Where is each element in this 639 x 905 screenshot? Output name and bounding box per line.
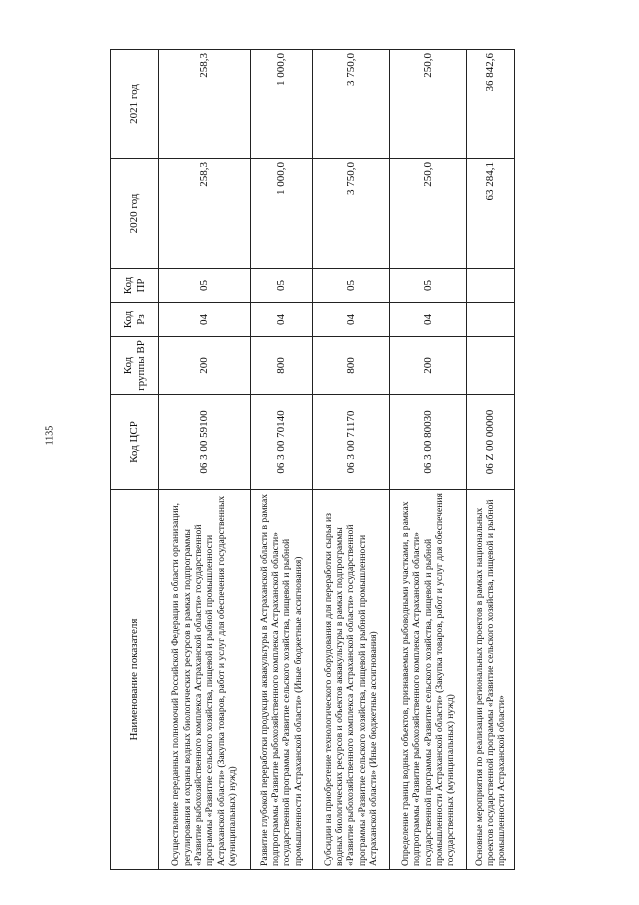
row-name: Определение границ водных объектов, признаваемых рыбоводными участками, в рамках подпрограммы «Развитие рыбохозяйственного комплекса Астраханской области» государственной программы «Развитие сельского хозяйства, пищевой и рыбной промышленности Астраханской области» (Закупка товаров, работ и услуг для обеспечения государственных (муниципальных) нужд) — [390, 490, 467, 870]
row-rz: 04 — [159, 303, 251, 337]
header-pr: Код ПР — [111, 269, 159, 303]
row-vr: 200 — [390, 337, 467, 395]
row-csr: 06 Z 00 00000 — [467, 395, 515, 490]
row-2021: 258,3 — [159, 50, 251, 159]
budget-table — [110, 49, 515, 870]
row-name: Развитие глубокой переработки продукции аквакультуры в Астраханской области в рамках подпрограммы «Развитие рыбохозяйственного комплекса Астраханской области» государственной программы «Развитие сельского хозяйства, пищевой и рыбной промышленности Астраханской области» (Иные бюджетные ассигнования) — [250, 490, 312, 870]
header-2020: 2020 год — [111, 159, 159, 269]
row-csr: 06 3 00 71170 — [313, 395, 390, 490]
row-vr: 200 — [159, 337, 251, 395]
row-rz: 04 — [390, 303, 467, 337]
row-vr — [467, 337, 515, 395]
row-rz: 04 — [250, 303, 312, 337]
row-2021: 1 000,0 — [250, 50, 312, 159]
header-2021: 2021 год — [111, 50, 159, 159]
row-2021: 250,0 — [390, 50, 467, 159]
page-number: 1135 — [44, 425, 56, 446]
row-rz — [467, 303, 515, 337]
row-csr: 06 3 00 59100 — [159, 395, 251, 490]
row-csr: 06 3 00 80030 — [390, 395, 467, 490]
table-header-row — [111, 50, 159, 870]
row-name: Осуществление переданных полномочий Российской Федерации в области организации, регулирования и охраны водных биологических ресурсов в рамках подпрограммы «Развитие рыбохозяйственного комплекса Астраханской области» государственной программы «Развитие сельского хозяйства, пищевой и рыбной промышленности Астраханской области» (Закупка товаров, работ и услуг для обеспечения государственных (муниципальных) нужд) — [159, 490, 251, 870]
row-pr: 05 — [390, 269, 467, 303]
row-name: Субсидии на приобретение технологического оборудования для переработки сырья из водных биологических ресурсов и объектов аквакультуры в рамках подпрограммы «Развитие рыбохозяйственного комплекса Астраханской области» государственной программы «Развитие сельского хозяйства, пищевой и рыбной промышленности Астраханской области» (Иные бюджетные ассигнования) — [313, 490, 390, 870]
table-row — [159, 50, 251, 870]
row-pr — [467, 269, 515, 303]
row-2021: 3 750,0 — [313, 50, 390, 159]
row-2021: 36 842,6 — [467, 50, 515, 159]
row-2020: 250,0 — [390, 159, 467, 269]
row-2020: 63 284,1 — [467, 159, 515, 269]
budget-table-wrapper — [110, 50, 515, 870]
header-vr: Код группы ВР — [111, 337, 159, 395]
row-2020: 1 000,0 — [250, 159, 312, 269]
header-rz: Код Рз — [111, 303, 159, 337]
table-row — [250, 50, 312, 870]
header-csr: Код ЦСР — [111, 395, 159, 490]
row-pr: 05 — [313, 269, 390, 303]
row-vr: 800 — [250, 337, 312, 395]
row-name: Основные мероприятия по реализации региональных проектов в рамках национальных проектов государственной программы «Развитие сельского хозяйства, пищевой и рыбной промышленности Астраханской области» — [467, 490, 515, 870]
row-2020: 258,3 — [159, 159, 251, 269]
row-pr: 05 — [159, 269, 251, 303]
table-row — [313, 50, 390, 870]
table-row — [467, 50, 515, 870]
row-csr: 06 3 00 70140 — [250, 395, 312, 490]
table-row — [390, 50, 467, 870]
header-name: Наименование показателя — [111, 490, 159, 870]
row-rz: 04 — [313, 303, 390, 337]
row-2020: 3 750,0 — [313, 159, 390, 269]
row-pr: 05 — [250, 269, 312, 303]
row-vr: 800 — [313, 337, 390, 395]
